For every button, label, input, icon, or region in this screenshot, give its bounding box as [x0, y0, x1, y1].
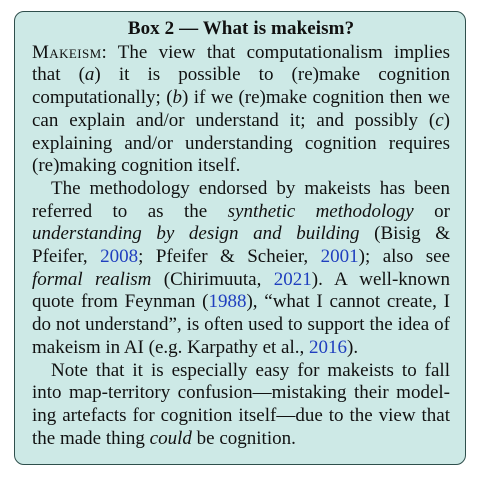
- methodology-text-6: (Chirimuuta,: [151, 268, 274, 290]
- formal-realism-term: formal realism: [32, 268, 152, 290]
- makeism-box: [14, 11, 466, 465]
- understanding-by-design-term: understanding by design and building: [32, 223, 360, 245]
- citation-link-2016[interactable]: 2016: [309, 336, 348, 358]
- box-title: Box 2 — What is makeism?: [127, 18, 355, 39]
- definition-term: Makeism: [32, 41, 102, 63]
- methodology-text-2: or: [413, 200, 450, 222]
- could-emphasis: could: [149, 427, 192, 449]
- methodology-text-7: ). A well-known quote from Feynman (: [32, 268, 450, 313]
- definition-text-4: ) explaining and/or understanding cognition requires (re)making cognition itself.: [32, 109, 450, 177]
- note-text-1: Note that it is especially easy for makeists to fall into map-territory confusion—mistaking their modeling artefacts for cognition itself—due to the view that the made thing: [32, 359, 450, 449]
- methodology-text-8: ), “what I cannot create, I do not understand”, is often used to support the idea of makeism in AI (e.g. Karpathy et al.,: [32, 291, 450, 358]
- item-label-b: b: [172, 87, 183, 109]
- methodology-text-3: (Bisig & Pfeifer,: [32, 223, 450, 268]
- note-text-2: be cognition.: [191, 427, 296, 449]
- methodology-paragraph: [32, 178, 450, 360]
- definition-text-3: ) if we (re)make cognition then we can explain and/or understand it; and possibly (: [32, 87, 450, 131]
- synthetic-methodology-term: synthetic methodology: [227, 200, 414, 222]
- citation-link-2001[interactable]: 2001: [320, 246, 359, 268]
- citation-link-1988[interactable]: 1988: [208, 291, 247, 313]
- citation-link-2021[interactable]: 2021: [273, 268, 312, 290]
- citation-link-2008[interactable]: 2008: [100, 246, 139, 268]
- item-label-a: a: [84, 64, 95, 86]
- methodology-text-5: ); also see: [358, 246, 451, 268]
- definition-text-1: The view that computationalism implies that (: [32, 41, 450, 86]
- definition-colon: :: [101, 41, 107, 63]
- definition-paragraph: [32, 42, 450, 178]
- methodology-text-1: The methodology endorsed by makeists has been referred to as the: [32, 177, 450, 222]
- definition-text-2: ) it is possible to (re)make cognition computationally; (: [32, 64, 450, 109]
- methodology-text-4: ; Pfeifer & Scheier,: [138, 246, 321, 268]
- item-label-c: c: [435, 109, 444, 131]
- note-paragraph: [32, 360, 450, 451]
- methodology-text-9: ).: [347, 336, 359, 358]
